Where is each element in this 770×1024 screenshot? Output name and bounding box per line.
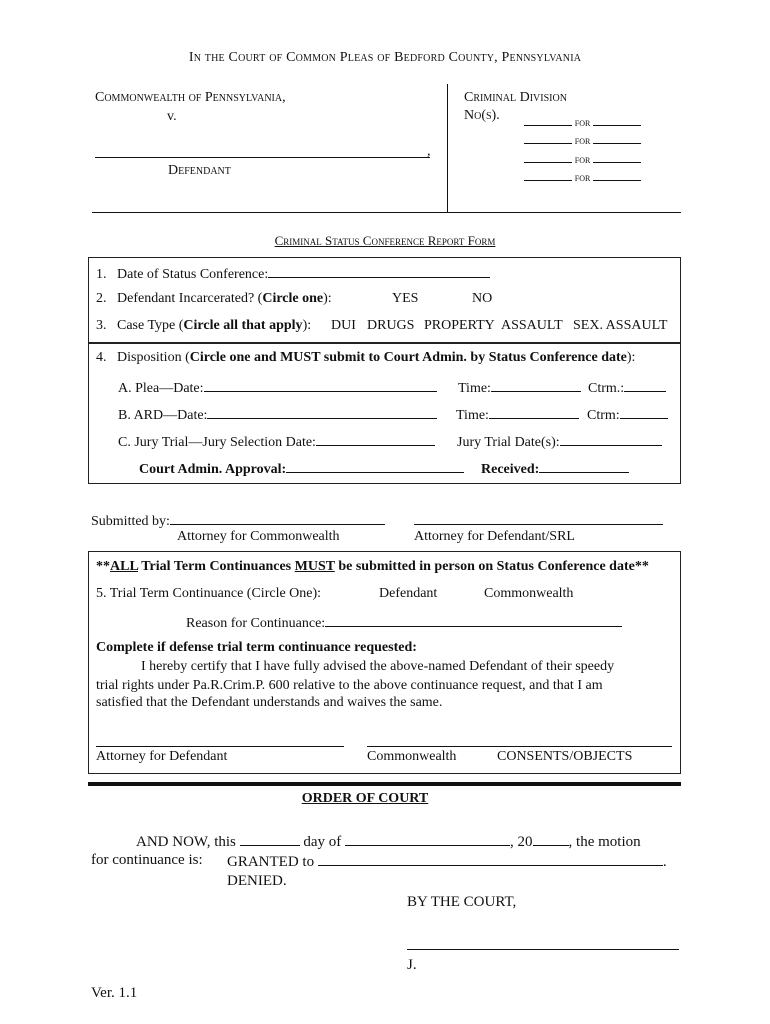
ard-time: Time:: [456, 405, 579, 424]
reason-field[interactable]: [325, 613, 622, 627]
for-label: for: [574, 172, 591, 184]
attorney-commonwealth-label: Attorney for Commonwealth: [177, 529, 340, 544]
case-number-field[interactable]: [524, 112, 572, 126]
certification-line-3: satisfied that the Defendant understands and waives the same.: [96, 695, 443, 710]
defendant-comma: ,: [427, 144, 431, 159]
commonwealth-signature-line[interactable]: [367, 733, 672, 747]
case-for-field[interactable]: [593, 130, 641, 144]
for-label: for: [574, 154, 591, 166]
order-title: ORDER OF COURT: [301, 791, 429, 806]
case-numbers-label: No(s).: [464, 108, 500, 123]
certification-line-1: I hereby certify that I have fully advised the above-named Defendant of their speedy: [141, 659, 615, 674]
caption-divider: [447, 84, 448, 213]
case-for-field[interactable]: [593, 167, 641, 181]
disposition-jury-trial: C. Jury Trial—Jury Selection Date:: [118, 432, 435, 451]
case-number-row: [524, 130, 641, 147]
granted-to-field[interactable]: [318, 852, 663, 866]
disposition-ard: B. ARD—Date:: [118, 405, 437, 424]
caption-bottom-rule: [92, 212, 681, 213]
case-number-field[interactable]: [524, 130, 572, 144]
defendant-label: Defendant: [168, 163, 231, 178]
case-number-field[interactable]: [524, 149, 572, 163]
order-year-field[interactable]: [533, 832, 569, 846]
judge-signature-field[interactable]: [407, 949, 679, 950]
item-3: 3. Case Type (Circle all that apply):: [96, 318, 312, 333]
case-number-field[interactable]: [524, 167, 572, 181]
incarcerated-yes[interactable]: YES: [392, 291, 419, 306]
jury-trial-dates-field[interactable]: [560, 432, 662, 446]
disposition-plea: A. Plea—Date:: [118, 378, 437, 397]
court-admin-approval: Court Admin. Approval:: [139, 459, 464, 478]
received-field[interactable]: [539, 459, 629, 473]
order-line-2: for continuance is:: [91, 852, 203, 868]
received: Received:: [481, 459, 629, 478]
plea-time: Time:: [458, 378, 581, 397]
granted-option[interactable]: GRANTED to: [227, 854, 315, 870]
order-day-field[interactable]: [240, 832, 300, 846]
plaintiff-caption: Commonwealth of Pennsylvania,: [95, 90, 286, 105]
item-5: 5. Trial Term Continuance (Circle One):: [96, 586, 322, 601]
commonwealth-label: Commonwealth: [367, 749, 457, 764]
reason-for-continuance: Reason for Continuance:: [186, 613, 622, 632]
defense-signature-field[interactable]: [414, 511, 663, 525]
complete-heading: Complete if defense trial term continuance requested:: [96, 640, 417, 655]
form-title: Criminal Status Conference Report Form: [274, 233, 496, 248]
case-type-assault[interactable]: ASSAULT: [501, 318, 563, 333]
plea-date-field[interactable]: [204, 378, 437, 392]
jury-trial-dates: Jury Trial Date(s):: [457, 432, 662, 451]
case-type-property[interactable]: PROPERTY: [424, 318, 495, 333]
by-the-court: BY THE COURT,: [407, 894, 517, 910]
judge-label: J.: [407, 957, 417, 973]
plea-ctrm-field[interactable]: [624, 378, 666, 392]
defendant-name-line[interactable]: [95, 157, 430, 158]
court-title: In the Court of Common Pleas of Bedford County, Pennsylvania: [188, 50, 582, 65]
case-type-drugs[interactable]: DRUGS: [367, 318, 415, 333]
continuance-commonwealth[interactable]: Commonwealth: [484, 586, 574, 601]
case-for-field[interactable]: [593, 112, 641, 126]
incarcerated-no[interactable]: NO: [472, 291, 493, 306]
case-type-dui[interactable]: DUI: [331, 318, 356, 333]
order-month-field[interactable]: [345, 832, 510, 846]
version-label: Ver. 1.1: [91, 985, 138, 1001]
for-label: for: [574, 135, 591, 147]
continuance-notice: **ALL Trial Term Continuances MUST be submitted in person on Status Conference date**: [96, 559, 649, 574]
certification-line-2: trial rights under Pa.R.Crim.P. 600 relative to the above continuance request, and that I am: [96, 678, 603, 693]
approval-field[interactable]: [286, 459, 464, 473]
consents-objects-label[interactable]: CONSENTS/OBJECTS: [497, 749, 633, 764]
case-type-sex-assault[interactable]: SEX. ASSAULT: [573, 318, 668, 333]
commonwealth-signature-field[interactable]: [170, 511, 385, 525]
item-4: 4. Disposition (Circle one and MUST submit to Court Admin. by Status Conference date):: [96, 350, 636, 365]
ard-ctrm: Ctrm:: [587, 405, 668, 424]
case-number-row: [524, 167, 641, 184]
attorney-for-defendant-label: Attorney for Defendant: [96, 749, 228, 764]
attorney-defendant-signature-field[interactable]: [96, 733, 344, 747]
jury-selection-date-field[interactable]: [316, 432, 435, 446]
item-2: 2. Defendant Incarcerated? (Circle one):: [96, 291, 332, 306]
case-number-row: [524, 112, 641, 129]
status-conference-date-field[interactable]: [268, 264, 490, 278]
ard-ctrm-field[interactable]: [620, 405, 668, 419]
denied-option[interactable]: DENIED.: [227, 873, 287, 889]
order-divider-rule: [88, 782, 681, 786]
ard-time-field[interactable]: [489, 405, 579, 419]
case-number-row: [524, 149, 641, 166]
attorney-defendant-srl-label: Attorney for Defendant/SRL: [414, 529, 575, 544]
plea-ctrm: Ctrm.:: [588, 378, 666, 397]
versus: v.: [167, 109, 177, 124]
item-1: 1. Date of Status Conference:: [96, 264, 490, 283]
submitted-by: Submitted by:: [91, 511, 385, 530]
ard-date-field[interactable]: [207, 405, 437, 419]
order-line-1: AND NOW, this day of , 20 , the motion: [136, 834, 641, 850]
order-granted: GRANTED to .: [227, 854, 667, 870]
plea-time-field[interactable]: [491, 378, 581, 392]
for-label: for: [574, 117, 591, 129]
division-label: Criminal Division: [464, 90, 567, 105]
continuance-defendant[interactable]: Defendant: [379, 586, 438, 601]
case-for-field[interactable]: [593, 149, 641, 163]
